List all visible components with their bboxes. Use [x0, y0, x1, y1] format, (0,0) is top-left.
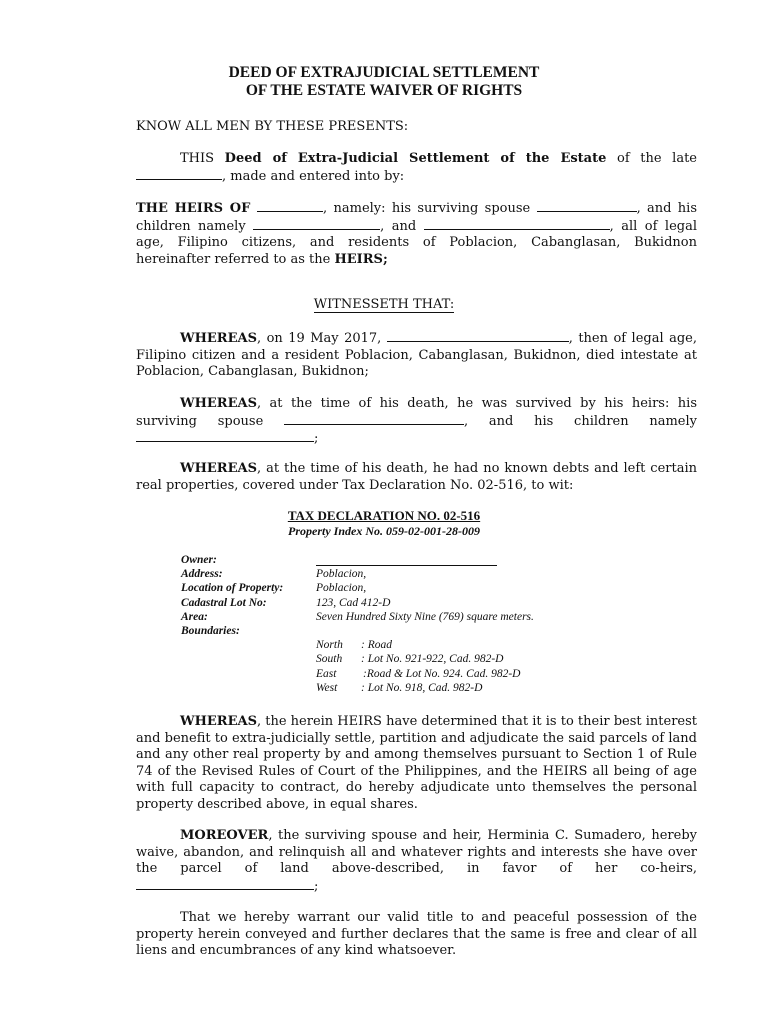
witnesseth-heading: WITNESSETH THAT:	[313, 297, 455, 312]
paragraph-whereas-death: WHEREAS, on 19 May 2017, , then of legal age, Filipino citizen and a resident Poblacion, Cabanglasan, Bukidnon, died intestate at Poblacion, Cabanglasan, Bukidnon;	[136, 331, 697, 379]
document-title-line1: DEED OF EXTRAJUDICIAL SETTLEMENT	[228, 64, 540, 81]
paragraph-heirs: THE HEIRS OF , namely: his surviving spouse , and his children namely , and , all of legal age, Filipino citizens, and residents of Poblacion, Cabanglasan, Bukidnon hereinafter referred to as the HEIRS;	[136, 201, 697, 267]
blank-line	[424, 218, 610, 230]
document-title-line2: OF THE ESTATE WAIVER OF RIGHTS	[245, 82, 523, 99]
property-row-address: Address: Poblacion,	[181, 568, 367, 581]
paragraph-warranty: That we hereby warrant our valid title to and peaceful possession of the property herein conveyed and further declares that the same is free and clear of all liens and encumbrances of any kind whatsoever.	[136, 910, 697, 958]
blank-line	[136, 430, 314, 442]
blank-line	[253, 218, 380, 230]
intro-line: KNOW ALL MEN BY THESE PRESENTS:	[136, 119, 409, 134]
property-index-number: Property Index No. 059-02-001-28-009	[288, 524, 480, 538]
property-row-location: Location of Property: Poblacion,	[181, 582, 367, 595]
blank-line	[136, 878, 314, 890]
property-row-area: Area: Seven Hundred Sixty Nine (769) square meters.	[181, 610, 534, 623]
paragraph-whereas-properties: WHEREAS, at the time of his death, he had no known debts and left certain real properties, covered under Tax Declaration No. 02-516, to wit:	[136, 461, 697, 493]
paragraph-whereas-heirs: WHEREAS, at the time of his death, he was survived by his heirs: his surviving spouse , and his children namely ;	[136, 396, 697, 446]
boundary-west: West : Lot No. 918, Cad. 982-D	[316, 681, 483, 694]
paragraph-this-deed: THIS Deed of Extra-Judicial Settlement of the Estate of the late , made and entered into by:	[136, 151, 697, 185]
property-details	[181, 554, 701, 696]
tax-declaration-heading	[0, 508, 768, 539]
boundary-south: South : Lot No. 921-922, Cad. 982-D	[316, 653, 504, 666]
blank-line	[316, 554, 497, 566]
paragraph-whereas-settlement: WHEREAS, the herein HEIRS have determined that it is to their best interest and benefit to extra-judicially settle, partition and adjudicate the said parcels of land and any other real property by and among themselves pursuant to Section 1 of Rule 74 of the Revised Rules of Court of the Philippines, and the HEIRS all being of age with full capacity to contract, do hereby adjudicate unto themselves the personal property described above, in equal shares.	[136, 714, 697, 812]
paragraph-moreover-waiver: MOREOVER, the surviving spouse and heir, Herminia C. Sumadero, hereby waive, abandon, and relinquish all and whatever rights and interests she have over the parcel of land above-described, in favor of her co-heirs, ;	[136, 828, 697, 894]
blank-line	[257, 200, 323, 212]
property-row-owner: Owner:	[181, 554, 701, 568]
blank-line	[136, 168, 222, 180]
blank-line	[387, 330, 569, 342]
boundary-east: East :Road & Lot No. 924. Cad. 982-D	[316, 667, 521, 680]
blank-line	[284, 413, 464, 425]
blank-line	[537, 200, 637, 212]
boundary-north: North : Road	[316, 639, 392, 652]
property-row-cadastral-lot: Cadastral Lot No: 123, Cad 412-D	[181, 596, 391, 609]
tax-declaration-number: TAX DECLARATION NO. 02-516	[287, 508, 481, 523]
property-row-boundaries: Boundaries:	[181, 624, 240, 637]
